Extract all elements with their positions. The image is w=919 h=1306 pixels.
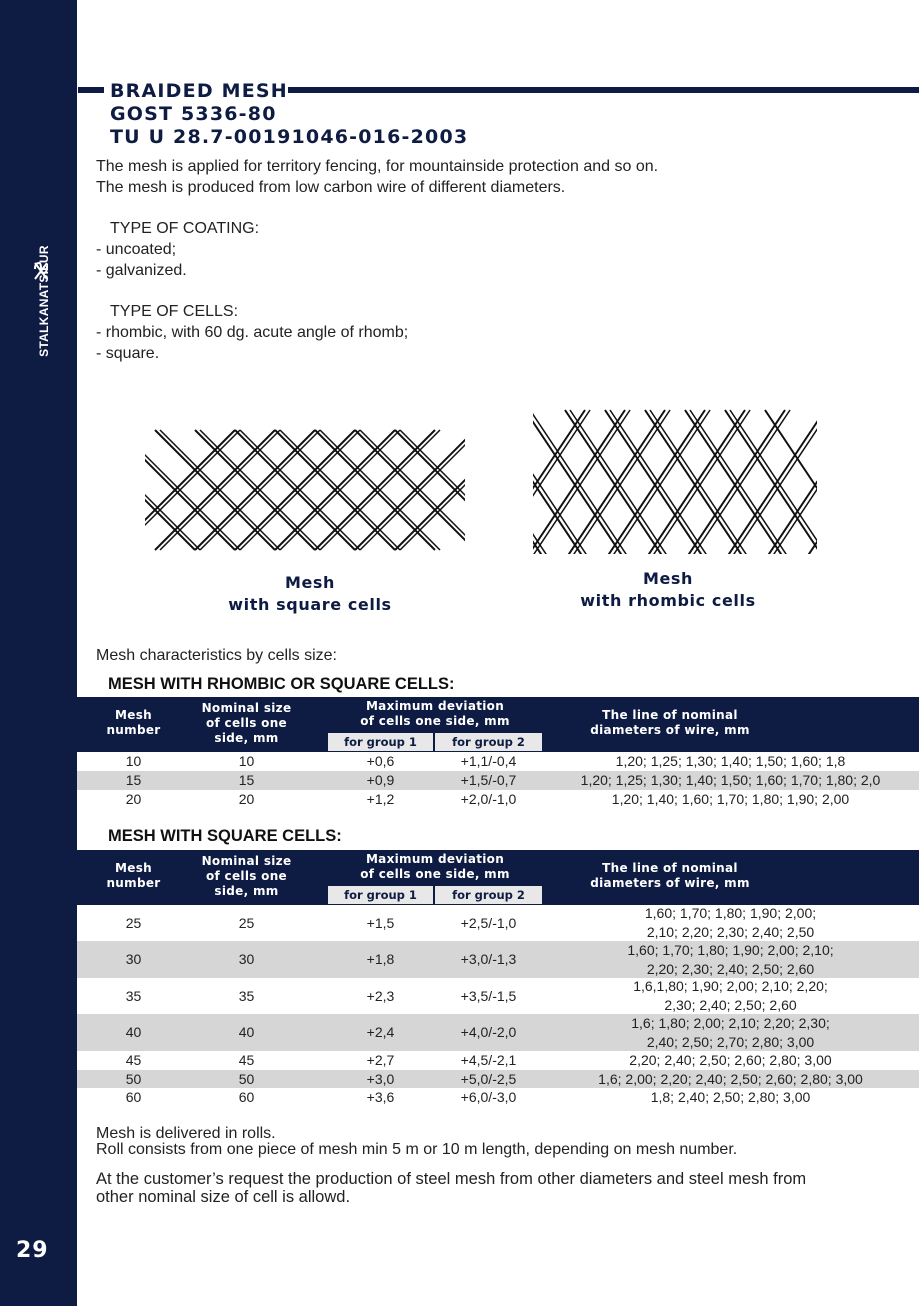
wire-diameters-line: 1,6; 1,80; 2,00; 2,10; 2,20; 2,30; — [631, 1014, 830, 1031]
wire-diameters-cell — [542, 1088, 919, 1107]
group-1-deviation-cell: +1,2 — [366, 791, 395, 807]
caption-line: Mesh — [642, 569, 694, 588]
group-1-deviation-cell: +2,7 — [366, 1052, 395, 1068]
title-line-2: GOST 5336-80 — [110, 103, 277, 125]
header-group-1: for group 1 — [328, 886, 433, 904]
header-text: of cells one — [206, 869, 287, 883]
page-number: 29 — [16, 1238, 49, 1263]
group-2-deviation-cell: +4,5/-2,1 — [460, 1052, 517, 1068]
coating-item: - uncoated; — [96, 241, 177, 258]
group-1-deviation-cell: +3,6 — [366, 1089, 395, 1105]
wire-diameters-line: 1,60; 1,70; 1,80; 1,90; 2,00; 2,10; — [627, 941, 834, 958]
wire-diameters-line: 1,6; 2,00; 2,20; 2,40; 2,50; 2,60; 2,80; 3,00 — [598, 1070, 863, 1087]
header-wire-diameters — [542, 708, 798, 738]
request-note-line-2: other nominal size of cell is allowd. — [96, 1188, 351, 1206]
wire-diameters-line: 1,8; 2,40; 2,50; 2,80; 3,00 — [650, 1089, 811, 1105]
table-row — [77, 790, 919, 809]
wire-diameters-line: 2,30; 2,40; 2,50; 2,60 — [664, 997, 797, 1013]
wire-diameters-cell — [542, 1051, 919, 1070]
wire-diameters-cell — [542, 905, 919, 941]
roll-detail-note: Roll consists from one piece of mesh min 5 m or 10 m length, depending on mesh number. — [96, 1141, 738, 1158]
header-group-1: for group 1 — [328, 733, 433, 751]
nominal-size-cell: 60 — [238, 1089, 255, 1105]
group-1-deviation-cell: +2,3 — [366, 987, 395, 1004]
table-row — [77, 1051, 919, 1070]
header-text: of cells one — [206, 716, 287, 730]
wire-diameters-cell — [542, 752, 919, 771]
mesh-number-cell: 35 — [125, 987, 142, 1004]
nominal-size-cell: 20 — [238, 791, 255, 807]
group-1-deviation-cell: +1,5 — [366, 914, 395, 931]
request-note-line-1: At the customer’s request the production of steel mesh from other diameters and steel mesh from — [96, 1170, 807, 1188]
characteristics-label: Mesh characteristics by cells size: — [96, 647, 337, 664]
table-row — [77, 978, 919, 1014]
header-max-deviation — [328, 699, 542, 729]
table-row — [77, 771, 919, 790]
mesh-number-cell: 50 — [125, 1070, 142, 1087]
group-1-deviation-cell: +0,9 — [366, 772, 395, 788]
rhombic-mesh-caption — [568, 568, 768, 612]
table-row — [77, 1070, 919, 1088]
header-text: The line of nominal — [602, 861, 738, 875]
group-2-deviation-cell: +3,0/-1,3 — [460, 951, 517, 967]
wire-diameters-line: 1,20; 1,25; 1,30; 1,40; 1,50; 1,60; 1,70; 1,80; 2,0 — [580, 772, 881, 788]
table-row — [77, 752, 919, 771]
brand-block — [0, 230, 77, 375]
group-2-deviation-cell: +4,0/-2,0 — [460, 1024, 517, 1040]
coating-heading: TYPE OF COATING: — [110, 220, 260, 237]
wire-diameters-line: 1,6,1,80; 1,90; 2,00; 2,10; 2,20; — [633, 978, 828, 994]
cells-item: - rhombic, with 60 dg. acute angle of rhomb; — [96, 324, 409, 341]
mesh-number-cell: 45 — [125, 1052, 142, 1068]
mesh-number-cell: 25 — [125, 914, 142, 931]
header-text: number — [106, 723, 161, 737]
nominal-size-cell: 50 — [238, 1070, 255, 1087]
nominal-size-cell: 40 — [238, 1024, 255, 1040]
wire-diameters-line: 2,20; 2,30; 2,40; 2,50; 2,60 — [646, 960, 815, 977]
wire-diameters-line: 1,20; 1,40; 1,60; 1,70; 1,80; 1,90; 2,00 — [611, 791, 850, 807]
header-bar-right — [288, 87, 919, 93]
mesh-number-cell: 60 — [125, 1089, 142, 1105]
header-text: diameters of wire, mm — [590, 723, 750, 737]
group-2-deviation-cell: +1,1/-0,4 — [460, 753, 517, 769]
mesh-number-cell: 30 — [125, 951, 142, 967]
header-mesh-number — [77, 708, 190, 738]
square-table-title: MESH WITH SQUARE CELLS: — [108, 827, 342, 845]
header-bar-left — [78, 87, 104, 93]
coating-item: - galvanized. — [96, 262, 187, 279]
header-group-2: for group 2 — [435, 733, 542, 751]
cells-heading: TYPE OF CELLS: — [110, 303, 239, 320]
group-1-deviation-cell: +1,8 — [366, 951, 395, 967]
group-2-deviation-cell: +5,0/-2,5 — [460, 1070, 517, 1087]
mesh-number-cell: 10 — [125, 753, 142, 769]
header-text: Nominal size — [201, 701, 292, 715]
group-2-deviation-cell: +1,5/-0,7 — [460, 772, 517, 788]
nominal-size-cell: 45 — [238, 1052, 255, 1068]
header-text: Nominal size — [201, 854, 292, 868]
group-2-deviation-cell: +2,5/-1,0 — [460, 914, 517, 931]
rolls-note: Mesh is delivered in rolls. — [96, 1125, 276, 1142]
group-2-deviation-cell: +2,0/-1,0 — [460, 791, 517, 807]
header-text: Maximum deviation — [365, 852, 505, 866]
wire-diameters-cell — [542, 771, 919, 790]
header-text: Mesh — [115, 861, 152, 875]
header-text: side, mm — [214, 884, 279, 898]
nominal-size-cell: 35 — [238, 987, 255, 1004]
brand-name: STALKANATSILUR — [37, 245, 51, 357]
group-1-deviation-cell: +3,0 — [366, 1070, 395, 1087]
header-group-2: for group 2 — [435, 886, 542, 904]
rhombic-table-title: MESH WITH RHOMBIC OR SQUARE CELLS: — [108, 675, 455, 693]
caption-line: with square cells — [228, 595, 392, 614]
caption-line: Mesh — [284, 573, 336, 592]
group-2-deviation-cell: +3,5/-1,5 — [460, 987, 517, 1004]
header-text: Mesh — [115, 708, 152, 722]
header-text: diameters of wire, mm — [590, 876, 750, 890]
nominal-size-cell: 15 — [238, 772, 255, 788]
header-text: of cells one side, mm — [360, 714, 510, 728]
wire-diameters-cell — [542, 1014, 919, 1051]
title-line-1: BRAIDED MESH — [110, 80, 288, 102]
header-nominal-size — [190, 854, 303, 899]
cells-item: - square. — [96, 345, 160, 362]
mesh-number-cell: 20 — [125, 791, 142, 807]
square-table-header — [77, 850, 919, 905]
square-mesh-caption — [210, 572, 410, 616]
group-1-deviation-cell: +2,4 — [366, 1024, 395, 1040]
wire-diameters-cell — [542, 941, 919, 978]
wire-diameters-line: 2,40; 2,50; 2,70; 2,80; 3,00 — [646, 1033, 815, 1050]
nominal-size-cell: 25 — [238, 914, 255, 931]
header-text: number — [106, 876, 161, 890]
wire-diameters-line: 2,20; 2,40; 2,50; 2,60; 2,80; 3,00 — [629, 1052, 832, 1068]
wire-diameters-cell — [542, 1070, 919, 1088]
group-1-deviation-cell: +0,6 — [366, 753, 395, 769]
table-row — [77, 905, 919, 941]
header-wire-diameters — [542, 861, 798, 891]
title-line-3: TU U 28.7-00191046-016-2003 — [110, 126, 469, 148]
square-mesh-illustration — [135, 410, 475, 560]
caption-line: with rhombic cells — [580, 591, 756, 610]
rhombic-mesh-illustration — [525, 400, 825, 560]
mesh-number-cell: 15 — [125, 772, 142, 788]
nominal-size-cell: 30 — [238, 951, 255, 967]
header-text: The line of nominal — [602, 708, 738, 722]
rhombic-table-header — [77, 697, 919, 752]
wire-diameters-cell — [542, 790, 919, 809]
mesh-number-cell: 40 — [125, 1024, 142, 1040]
header-max-deviation — [328, 852, 542, 882]
header-nominal-size — [190, 701, 303, 746]
wire-diameters-cell — [542, 978, 919, 1014]
header-text: of cells one side, mm — [360, 867, 510, 881]
header-text: Maximum deviation — [365, 699, 505, 713]
wire-diameters-line: 1,20; 1,25; 1,30; 1,40; 1,50; 1,60; 1,8 — [615, 753, 846, 769]
table-row — [77, 1014, 919, 1051]
header-mesh-number — [77, 861, 190, 891]
wire-diameters-line: 2,10; 2,20; 2,30; 2,40; 2,50 — [646, 924, 815, 940]
table-row — [77, 1088, 919, 1107]
table-row — [77, 941, 919, 978]
nominal-size-cell: 10 — [238, 753, 255, 769]
wire-diameters-line: 1,60; 1,70; 1,80; 1,90; 2,00; — [644, 905, 817, 921]
group-2-deviation-cell: +6,0/-3,0 — [460, 1089, 517, 1105]
intro-line-2: The mesh is produced from low carbon wire of different diameters. — [96, 179, 566, 196]
header-text: side, mm — [214, 731, 279, 745]
intro-line-1: The mesh is applied for territory fencing, for mountainside protection and so on. — [96, 158, 659, 175]
sidebar — [0, 0, 77, 1306]
